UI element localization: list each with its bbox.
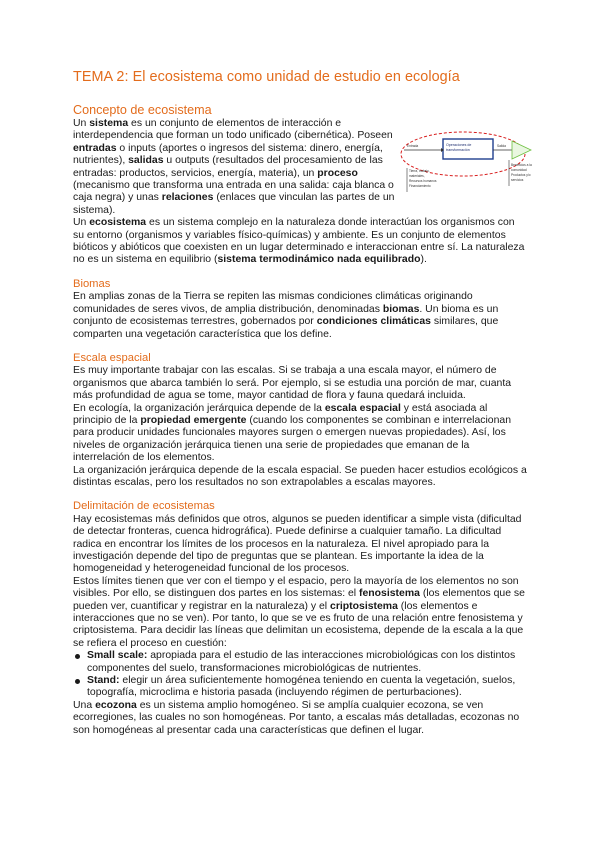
paragraph-ecosistema: Un ecosistema es un sistema complejo en la naturaleza donde interactúan los organismos con su entorno (organismos y variables físico-químicas) y ambiente. Es un conjunto de elementos bióticos y abióticos que coexisten en un lugar determinado e interaccionan entre sí. La naturaleza no es un sistema en equilibrio (sistema termodinámico nada equilibrado). — [73, 217, 525, 266]
output-item-1: Beneficios a la — [511, 163, 532, 167]
input-item-3: Recursos humanos — [409, 179, 437, 183]
system-diagram — [399, 130, 533, 214]
page-title: TEMA 2: El ecosistema como unidad de estudio en ecología — [73, 69, 460, 85]
input-item-2: materiales, — [409, 174, 425, 178]
paragraph-delimitacion-1: Hay ecosistemas más definidos que otros, algunos se pueden identificar a simple vista (dificultad de detectar fronteras, cuenca hidrográfica). Puede definirse a cualquier tamaño. La dificultad radica en encontrar los límites de los procesos en la naturaleza. El nivel apropiado para la investigación depende del tipo de preguntas que se plantean. Es importante la idea de la homogeneidad y heterogeneidad funcional de los procesos. — [73, 513, 522, 575]
output-item-4: servicios — [511, 178, 524, 182]
paragraph-sistema: Un sistema es un conjunto de elementos de interacción e interdependencia que forman un todo unificado (cibernética). Poseen entradas o inputs (aportes o ingresos del sistema: dinero, energía, nutrientes), salidas u outputs (resultados del procesamiento de las entradas: productos, servicios, energía, materia), un proceso (mecanismo que transforma una entrada en una salida: caja blanca o caja negra) y unas relaciones (enlaces que vinculan las partes de un sistema). — [73, 118, 395, 216]
section-heading-concepto: Concepto de ecosistema — [73, 103, 212, 117]
section-heading-delimitacion: Delimitación de ecosistemas — [73, 500, 215, 513]
input-label: Entrada — [407, 144, 419, 148]
scale-list — [73, 650, 528, 700]
input-item-1: Tierra, trabajo, — [409, 169, 430, 173]
paragraph-delimitacion-2: Estos límites tienen que ver con el tiempo y el espacio, pero la mayoría de los elementos no son visibles. Por ello, se distinguen dos partes en los sistemas: el fenosistema (los elementos que se pueden ver, cuantificar y registrar en la naturaleza) y el criptosistema (los elementos e interacciones que no se ven). Por tanto, lo que se ve es fruto de una relación entre fenosistema y criptosistema. Para decidir las líneas que delimitan un ecosistema, depende de la escala a la que se refiera el proceso en cuestión: — [73, 575, 525, 649]
output-item-3: Productos y/o — [511, 173, 531, 177]
section-heading-escala: Escala espacial — [73, 351, 151, 364]
paragraph-biomas: En amplias zonas de la Tierra se repiten las mismas condiciones climáticas originando comunidades de seres vivos, de amplia distribución, denominadas biomas. Un bioma es un conjunto de ecosistemas terrestres, gobernados por condiciones climáticas similares, que comparten una vegetación característica que los define. — [73, 291, 499, 340]
output-green-arrow — [512, 141, 531, 159]
process-label-1: Operaciones de — [446, 143, 472, 147]
output-label: Salida — [497, 144, 506, 148]
section-heading-biomas: Biomas — [73, 277, 111, 290]
document-page — [73, 68, 532, 737]
process-label-2: transformación — [446, 148, 470, 152]
input-item-4: Financiamiento — [409, 184, 431, 188]
paragraph-escala-3: La organización jerárquica depende de la escala espacial. Se pueden hacer estudios ecológicos a distintas escalas, pero los resultados no son extrapolables a escalas mayores. — [73, 464, 527, 488]
concepto-section — [73, 118, 532, 217]
paragraph-escala-2: En ecología, la organización jerárquica depende de la escala espacial y está asociada al principio de la propiedad emergente (cuando los componentes se combinan e interrelacionan para producir unidades funcionales mayores surgen o emergen nuevas propiedades). Así, los niveles de organización jerárquica tienen una serie de propiedades que emanan de la interrelación de los elementos. — [73, 402, 512, 464]
paragraph-escala-1: Es muy importante trabajar con las escalas. Si se trabaja a una escala mayor, el número de organismos que abarca también lo será. Por ejemplo, si se estudia una porción de mar, cuanta más profundidad de agua se tome, mayor cantidad de flora y fauna quedará incluida. — [73, 365, 512, 402]
output-item-2: comunidad — [511, 168, 527, 172]
list-item: Stand: elegir un área suficientemente homogénea teniendo en cuenta la vegetación, suelos, topografía, microclima e historia pasada (incluyendo régimen de perturbaciones). — [73, 675, 528, 700]
list-item: Small scale: apropiada para el estudio de las interacciones microbiológicas con los distintos componentes del suelo, transformaciones microbiológicas de nutrientes. — [73, 650, 528, 675]
paragraph-ecozona: Una ecozona es un sistema amplio homogéneo. Si se amplía cualquier ecozona, se ven ecorregiones, las cuales no son homogéneas. Por tanto, a escalas más detalladas, ecozonas no son homogéneas al presentar cada una características que definen el lugar. — [73, 699, 520, 736]
